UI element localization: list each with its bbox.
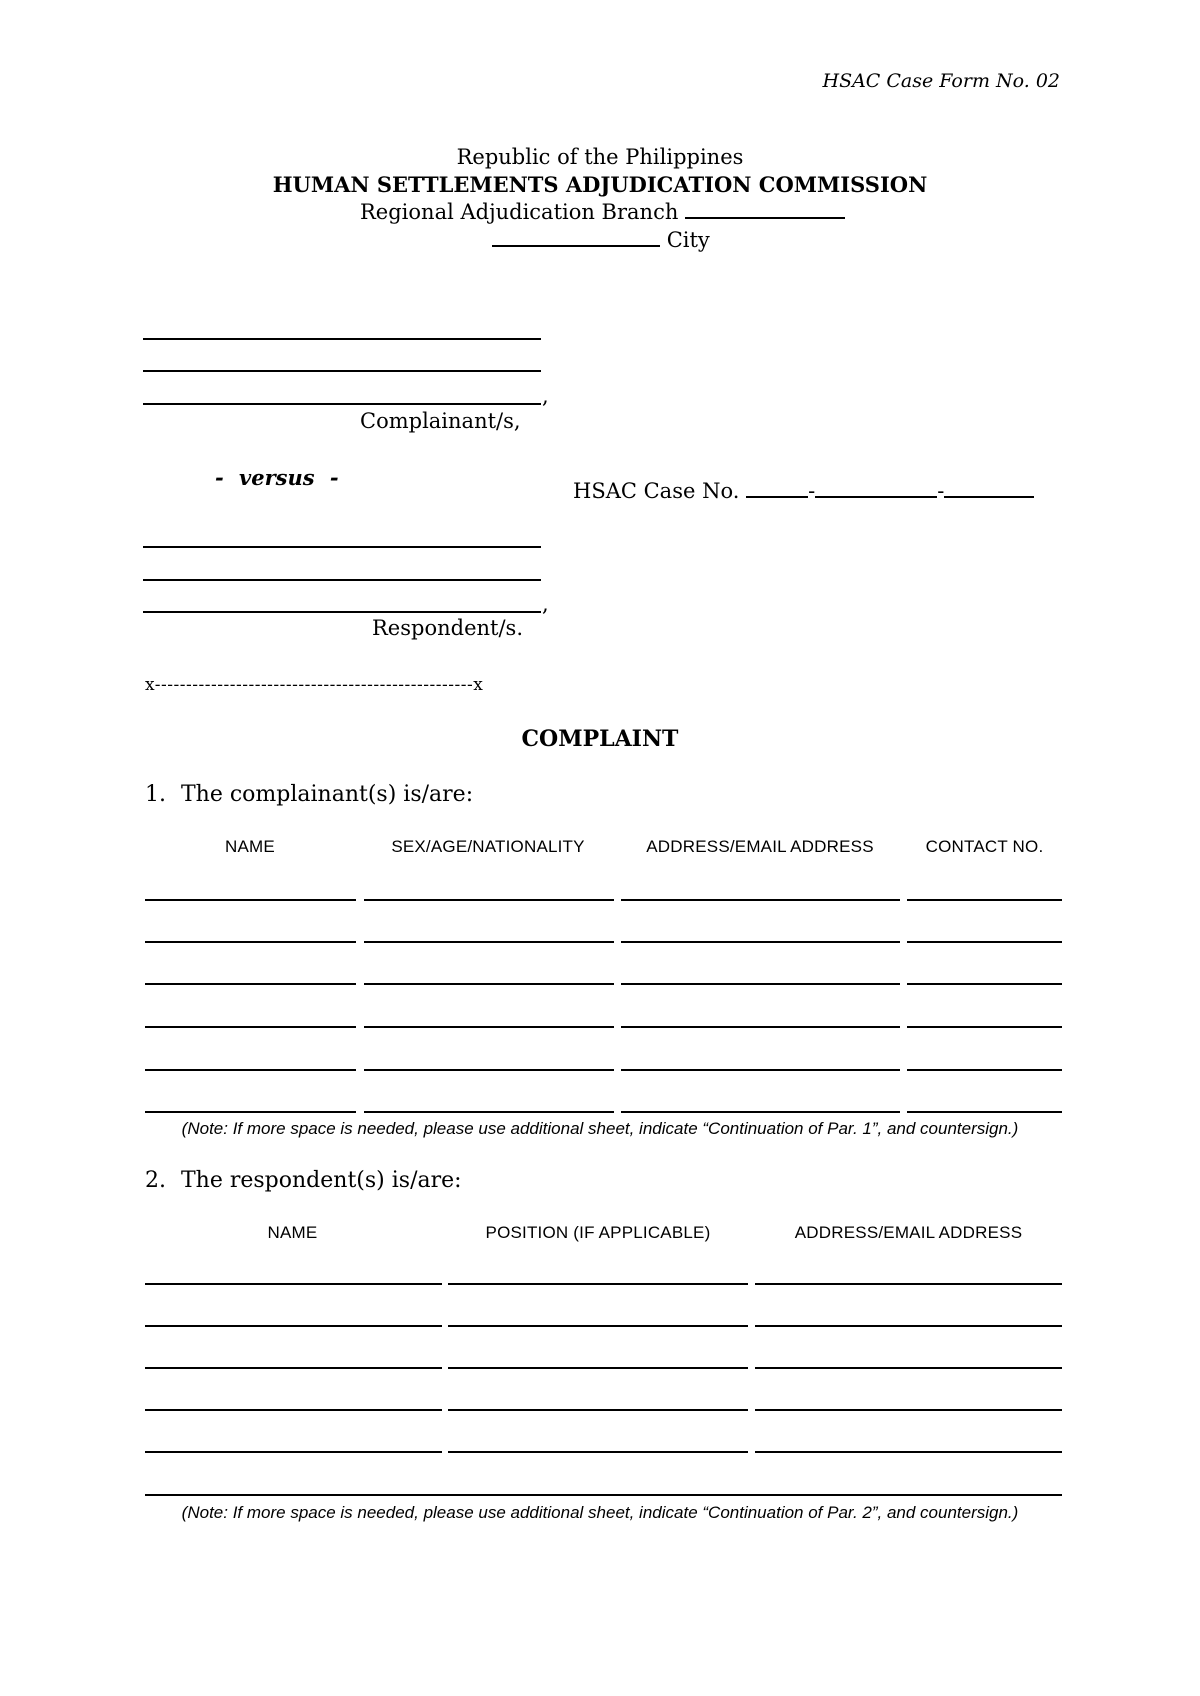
s1-col-name: NAME: [225, 837, 275, 856]
case-no-blank-3[interactable]: [944, 478, 1034, 498]
complainant-row-1-col-1-blank[interactable]: [145, 899, 356, 901]
branch-label: Regional Adjudication Branch: [360, 200, 679, 224]
respondent-row-1-col-2-blank[interactable]: [448, 1283, 748, 1285]
complainant-row-1-col-2-blank[interactable]: [364, 899, 614, 901]
respondent-comma: ,: [542, 592, 549, 616]
section-1-note: (Note: If more space is needed, please use additional sheet, indicate “Continuation of Par. 1”, and countersign.): [181, 1119, 1019, 1138]
case-no-dash-1: -: [808, 479, 816, 503]
respondent-row-4-col-1-blank[interactable]: [145, 1409, 442, 1411]
branch-line: [360, 199, 845, 224]
complainant-row-6-col-4-blank[interactable]: [907, 1111, 1062, 1113]
complainant-row-3-col-2-blank[interactable]: [364, 983, 614, 985]
complainant-row-6-col-3-blank[interactable]: [621, 1111, 900, 1113]
complainant-row-4-col-3-blank[interactable]: [621, 1026, 900, 1028]
respondent-row-5-col-1-blank[interactable]: [145, 1451, 442, 1453]
complainant-row-4-col-4-blank[interactable]: [907, 1026, 1062, 1028]
s2-col-address-email: ADDRESS/EMAIL ADDRESS: [794, 1223, 1023, 1242]
complainant-row-6-col-2-blank[interactable]: [364, 1111, 614, 1113]
s2-col-name: NAME: [267, 1223, 318, 1242]
city-label: City: [666, 228, 710, 252]
republic-line: Republic of the Philippines: [456, 145, 744, 169]
complainant-row-2-col-3-blank[interactable]: [621, 941, 900, 943]
section-2-text: The respondent(s) is/are:: [181, 1168, 462, 1193]
respondent-row-5-col-3-blank[interactable]: [755, 1451, 1062, 1453]
case-no-line: [573, 478, 1034, 503]
versus-label: - versus -: [215, 465, 339, 490]
s1-col-contact-no: CONTACT NO.: [925, 837, 1044, 856]
respondent-row-2-col-1-blank[interactable]: [145, 1325, 442, 1327]
section-2-heading: [145, 1168, 462, 1193]
case-no-dash-2: -: [937, 479, 945, 503]
respondent-row-2-col-3-blank[interactable]: [755, 1325, 1062, 1327]
section-2-note: (Note: If more space is needed, please use additional sheet, indicate “Continuation of Par. 2”, and countersign.): [181, 1503, 1019, 1522]
respondent-blank-3[interactable]: [143, 611, 541, 613]
respondent-row-4-col-2-blank[interactable]: [448, 1409, 748, 1411]
branch-blank[interactable]: [685, 199, 845, 219]
complainant-row-5-col-4-blank[interactable]: [907, 1069, 1062, 1071]
section-2-number: 2.: [145, 1168, 166, 1193]
s1-col-sex-age-nationality: SEX/AGE/NATIONALITY: [391, 837, 585, 856]
caption-divider: x---------------------------------------------------x: [145, 675, 484, 695]
case-no-blank-1[interactable]: [746, 478, 808, 498]
respondent-blank-1[interactable]: [143, 546, 541, 548]
city-blank[interactable]: [492, 227, 660, 247]
complainant-row-4-col-2-blank[interactable]: [364, 1026, 614, 1028]
complainant-row-1-col-4-blank[interactable]: [907, 899, 1062, 901]
section-1-text: The complainant(s) is/are:: [181, 782, 474, 807]
respondent-row-5-col-2-blank[interactable]: [448, 1451, 748, 1453]
respondents-label: Respondent/s.: [372, 616, 523, 640]
complainant-row-5-col-3-blank[interactable]: [621, 1069, 900, 1071]
respondent-row-2-col-2-blank[interactable]: [448, 1325, 748, 1327]
respondent-row-3-col-2-blank[interactable]: [448, 1367, 748, 1369]
complainant-row-2-col-2-blank[interactable]: [364, 941, 614, 943]
complainants-label: Complainant/s,: [360, 409, 521, 433]
city-line: [492, 227, 710, 252]
section-1-number: 1.: [145, 782, 166, 807]
complainant-row-6-col-1-blank[interactable]: [145, 1111, 356, 1113]
form-number: HSAC Case Form No. 02: [822, 70, 1060, 92]
respondent-row-3-col-3-blank[interactable]: [755, 1367, 1062, 1369]
complainant-row-4-col-1-blank[interactable]: [145, 1026, 356, 1028]
complainant-row-2-col-1-blank[interactable]: [145, 941, 356, 943]
commission-title: HUMAN SETTLEMENTS ADJUDICATION COMMISSION: [272, 172, 928, 197]
complainant-row-3-col-4-blank[interactable]: [907, 983, 1062, 985]
section-1-heading: [145, 782, 473, 807]
complainant-blank-3[interactable]: [143, 403, 541, 405]
complainant-row-2-col-4-blank[interactable]: [907, 941, 1062, 943]
complainant-row-3-col-3-blank[interactable]: [621, 983, 900, 985]
respondent-row-3-col-1-blank[interactable]: [145, 1367, 442, 1369]
case-no-label: HSAC Case No.: [573, 479, 740, 503]
respondent-row-1-col-3-blank[interactable]: [755, 1283, 1062, 1285]
respondent-blank-2[interactable]: [143, 579, 541, 581]
complainant-row-5-col-2-blank[interactable]: [364, 1069, 614, 1071]
respondent-row-1-col-1-blank[interactable]: [145, 1283, 442, 1285]
complainant-comma: ,: [542, 384, 549, 408]
complainant-blank-2[interactable]: [143, 370, 541, 372]
s1-col-address-email: ADDRESS/EMAIL ADDRESS: [646, 837, 874, 856]
complainant-blank-1[interactable]: [143, 338, 541, 340]
s2-col-position: POSITION (IF APPLICABLE): [485, 1223, 711, 1242]
respondent-closing-line: [145, 1494, 1062, 1496]
complaint-title: COMPLAINT: [521, 726, 679, 752]
complainant-row-5-col-1-blank[interactable]: [145, 1069, 356, 1071]
complainant-row-1-col-3-blank[interactable]: [621, 899, 900, 901]
case-no-blank-2[interactable]: [815, 478, 937, 498]
respondent-row-4-col-3-blank[interactable]: [755, 1409, 1062, 1411]
complainant-row-3-col-1-blank[interactable]: [145, 983, 356, 985]
